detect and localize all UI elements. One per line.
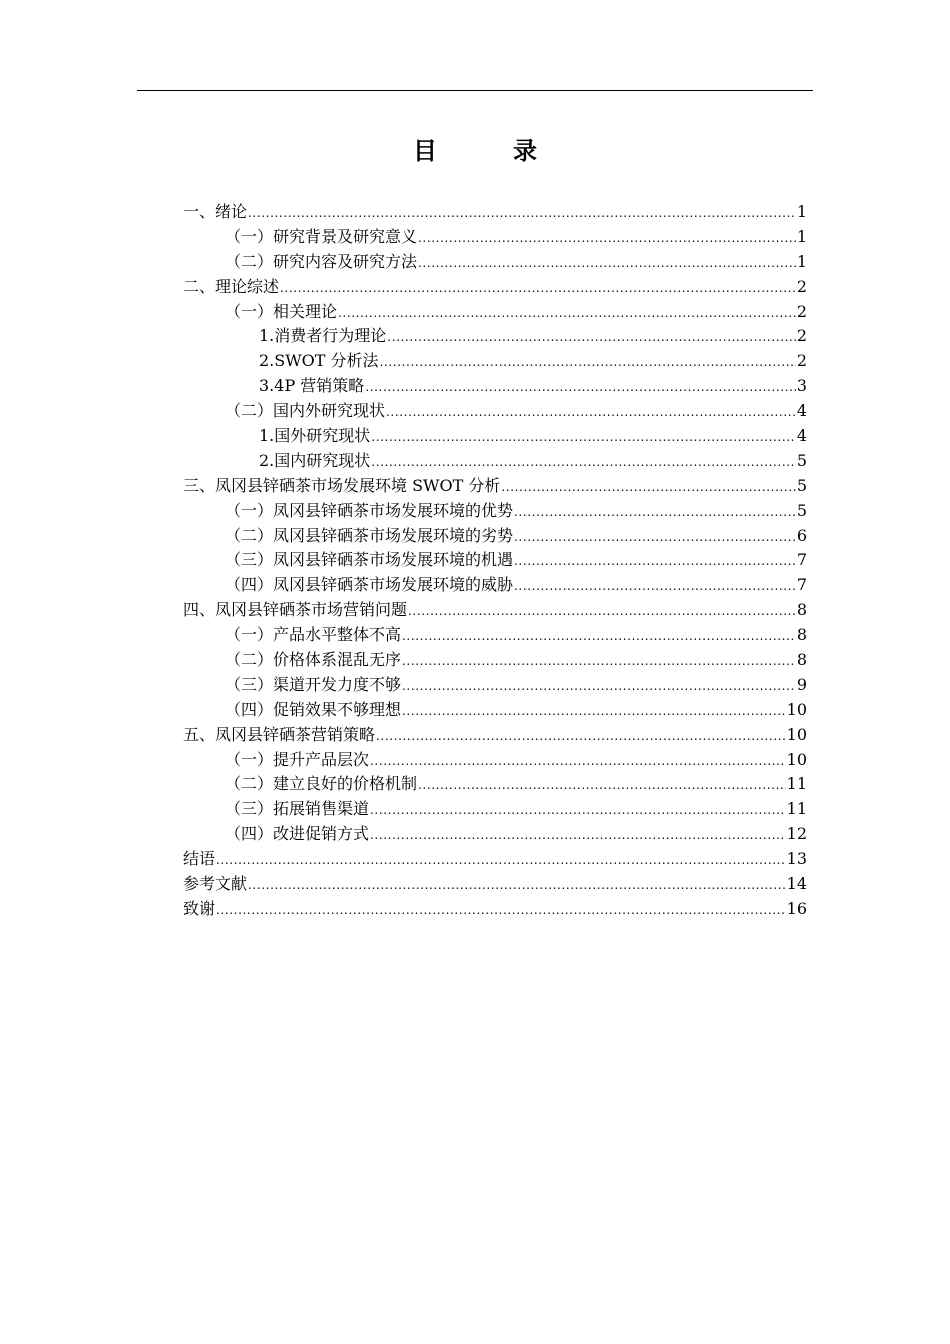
toc-page-number: 4 [796, 401, 807, 421]
toc-entry-text: （一）相关理论 [225, 301, 338, 321]
toc-entry-text: （四）凤冈县锌硒茶市场发展环境的威胁 [225, 575, 514, 595]
toc-entry-text: 1.消费者行为理论 [259, 326, 387, 346]
toc-page-number: 10 [786, 749, 807, 769]
toc-dot-leader [387, 325, 796, 350]
toc-entry-text: （二）凤冈县锌硒茶市场发展环境的劣势 [225, 525, 514, 545]
toc-dot-leader [514, 549, 796, 574]
page-title: 目 录 [413, 137, 563, 165]
toc-entry[interactable] [183, 648, 807, 673]
toc-entry-text: （一）研究背景及研究意义 [225, 226, 418, 246]
toc-entry-text: 五、凤冈县锌硒茶营销策略 [183, 724, 376, 744]
toc-entry-text: （二）建立良好的价格机制 [225, 774, 418, 794]
toc-page-number: 8 [796, 650, 807, 670]
toc-page-number: 1 [796, 226, 807, 246]
toc-entry[interactable] [183, 698, 807, 723]
toc-entry-text: （三）渠道开发力度不够 [225, 674, 402, 694]
toc-entry-text: （三）拓展销售渠道 [225, 799, 370, 819]
toc-entry[interactable] [183, 897, 807, 922]
toc-entry-text: （三）凤冈县锌硒茶市场发展环境的机遇 [225, 550, 514, 570]
toc-dot-leader [370, 749, 786, 774]
toc-dot-leader [370, 798, 786, 823]
toc-page-number: 12 [786, 824, 807, 844]
toc-dot-leader [216, 848, 786, 873]
toc-entry-text: 2.SWOT 分析法 [259, 351, 379, 371]
toc-page-number: 16 [786, 898, 807, 918]
toc-page-number: 7 [796, 575, 807, 595]
toc-page-number: 2 [796, 351, 807, 371]
toc-entry[interactable] [183, 275, 807, 300]
toc-dot-leader [402, 624, 796, 649]
toc-entry[interactable] [183, 673, 807, 698]
toc-entry[interactable] [183, 573, 807, 598]
toc-page-number: 5 [796, 475, 807, 495]
toc-entry-text: 四、凤冈县锌硒茶市场营销问题 [183, 600, 408, 620]
toc-entry-text: （一）产品水平整体不高 [225, 625, 402, 645]
toc-dot-leader [365, 375, 796, 400]
toc-entry[interactable] [183, 399, 807, 424]
toc-entry[interactable] [183, 474, 807, 499]
toc-dot-leader [514, 525, 796, 550]
toc-entry-text: 结语 [183, 849, 216, 869]
toc-page-number: 8 [796, 625, 807, 645]
toc-entry[interactable] [183, 225, 807, 250]
toc-page-number: 8 [796, 600, 807, 620]
toc-entry-text: （四）促销效果不够理想 [225, 699, 402, 719]
toc-dot-leader [501, 475, 795, 500]
toc-entry-text: 参考文献 [183, 874, 248, 894]
toc-entry-text: 致谢 [183, 898, 216, 918]
toc-entry[interactable] [183, 250, 807, 275]
toc-dot-leader [248, 201, 796, 226]
toc-entry[interactable] [183, 449, 807, 474]
toc-page-number: 10 [786, 699, 807, 719]
toc-page-number: 11 [786, 774, 807, 794]
toc-page-number: 5 [796, 500, 807, 520]
toc-dot-leader [216, 898, 786, 923]
toc-entry-text: 2.国内研究现状 [259, 450, 371, 470]
toc-dot-leader [371, 450, 796, 475]
toc-entry[interactable] [183, 772, 807, 797]
toc-dot-leader [402, 674, 796, 699]
toc-entry[interactable] [183, 872, 807, 897]
toc-dot-leader [418, 251, 796, 276]
toc-page-number: 3 [796, 376, 807, 396]
toc-entry-text: （二）国内外研究现状 [225, 401, 386, 421]
toc-entry[interactable] [183, 374, 807, 399]
toc-entry[interactable] [183, 822, 807, 847]
toc-page-number: 2 [796, 326, 807, 346]
toc-dot-leader [514, 500, 796, 525]
toc-dot-leader [386, 400, 796, 425]
toc-page-number: 2 [796, 276, 807, 296]
toc-entry-text: 二、理论综述 [183, 276, 280, 296]
toc-page-number: 13 [786, 849, 807, 869]
table-of-contents [183, 200, 807, 922]
toc-entry[interactable] [183, 847, 807, 872]
toc-entry-text: 三、凤冈县锌硒茶市场发展环境 SWOT 分析 [183, 475, 501, 495]
toc-dot-leader [338, 301, 796, 326]
toc-page-number: 4 [796, 426, 807, 446]
toc-entry-text: 一、绪论 [183, 202, 248, 221]
toc-entry-text: （二）价格体系混乱无序 [225, 650, 402, 670]
toc-page-number: 1 [796, 251, 807, 271]
toc-dot-leader [418, 773, 786, 798]
toc-dot-leader [418, 226, 796, 251]
toc-entry[interactable] [183, 499, 807, 524]
toc-page-number: 7 [796, 550, 807, 570]
toc-page-number: 9 [796, 674, 807, 694]
toc-page-number: 10 [786, 724, 807, 744]
toc-page-number: 1 [796, 202, 807, 221]
toc-page-number: 2 [796, 301, 807, 321]
toc-entry-text: 3.4P 营销策略 [259, 376, 365, 396]
toc-dot-leader [280, 276, 796, 301]
toc-dot-leader [248, 873, 786, 898]
toc-entry[interactable] [183, 200, 807, 225]
toc-dot-leader [371, 425, 796, 450]
toc-entry[interactable] [183, 797, 807, 822]
toc-entry[interactable] [183, 548, 807, 573]
toc-page-number: 6 [796, 525, 807, 545]
toc-page-number: 14 [786, 874, 807, 894]
toc-page-number: 5 [796, 450, 807, 470]
toc-entry-text: （一）凤冈县锌硒茶市场发展环境的优势 [225, 500, 514, 520]
toc-dot-leader [376, 724, 786, 749]
toc-page-number: 11 [786, 799, 807, 819]
toc-entry-text: 1.国外研究现状 [259, 426, 371, 446]
toc-entry[interactable] [183, 349, 807, 374]
toc-entry[interactable] [183, 748, 807, 773]
toc-dot-leader [514, 574, 796, 599]
toc-entry[interactable] [183, 424, 807, 449]
toc-entry-text: （二）研究内容及研究方法 [225, 251, 418, 271]
toc-dot-leader [402, 699, 786, 724]
toc-entry-text: （四）改进促销方式 [225, 824, 370, 844]
header-rule [137, 90, 813, 91]
toc-entry[interactable] [183, 623, 807, 648]
toc-entry[interactable] [183, 524, 807, 549]
toc-dot-leader [380, 350, 796, 375]
toc-entry-text: （一）提升产品层次 [225, 749, 370, 769]
toc-dot-leader [370, 823, 786, 848]
toc-entry[interactable] [183, 723, 807, 748]
toc-entry[interactable] [183, 598, 807, 623]
toc-entry[interactable] [183, 324, 807, 349]
toc-entry[interactable] [183, 300, 807, 325]
toc-dot-leader [408, 599, 796, 624]
toc-dot-leader [402, 649, 796, 674]
